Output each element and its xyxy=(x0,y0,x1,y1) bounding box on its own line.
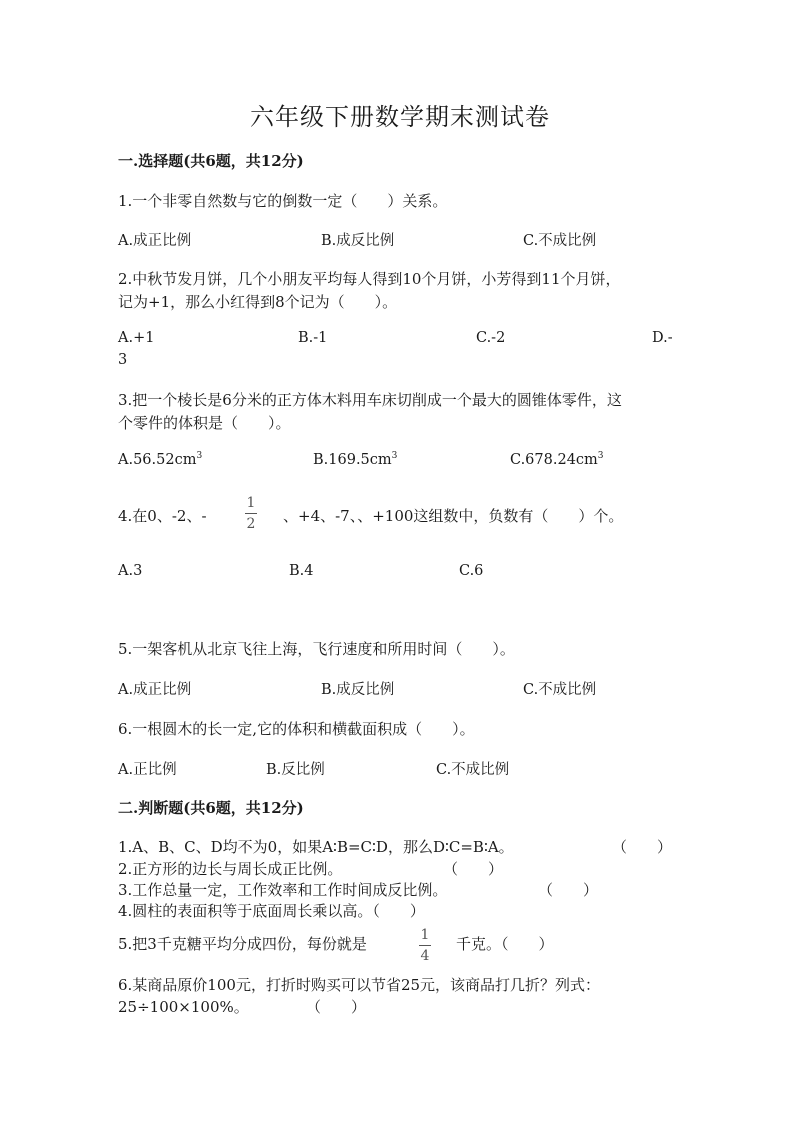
j5-fraction-denominator: 4 xyxy=(420,948,430,964)
q4-fraction xyxy=(245,496,257,531)
q1-option-a: A.成正比例 xyxy=(118,233,192,249)
judgement-2-text: 2.正方形的边长与周长成正比例。 xyxy=(118,860,343,878)
q3-option-a: $A.56.52cm^3$ xyxy=(118,451,203,468)
judgement-3-text: 3.工作总量一定，工作效率和工作时间成反比例。 xyxy=(118,881,448,899)
q5-option-c: C.不成比例 xyxy=(523,682,597,698)
judgement-6-line2: 25÷100×100%。 xyxy=(118,998,249,1016)
q4-option-a: A.3 xyxy=(118,563,143,579)
question-4-after: 、+4、-7、、+100这组数中，负数有（ ）个。 xyxy=(283,507,624,525)
q3-option-b: $B.169.5cm^3$ xyxy=(313,451,398,468)
q1-option-c: C.不成比例 xyxy=(523,233,597,249)
question-4-before: 4.在0、-2、- xyxy=(118,507,207,525)
judgement-1-text: 1.A、B、C、D均不为0，如果A∶B=C∶D，那么D∶C=B∶A。 xyxy=(118,838,514,856)
question-2-line1: 2.中秋节发月饼，几个小朋友平均每人得到10个月饼，小芳得到11个月饼， xyxy=(118,270,621,288)
section-heading-choice: 一.选择题(共6题，共12分) xyxy=(118,152,304,170)
q6-option-a: A.正比例 xyxy=(118,762,177,778)
section-heading-judgement: 二.判断题(共6题，共12分) xyxy=(118,799,304,817)
judgement-5-after: 千克。（ ） xyxy=(456,935,554,953)
q4-fraction-bar xyxy=(245,513,257,514)
judgement-4-text: 4.圆柱的表面积等于底面周长乘以高。（ ） xyxy=(118,902,425,920)
q1-option-b: B.成反比例 xyxy=(321,233,395,249)
q5-option-a: A.成正比例 xyxy=(118,682,192,698)
j5-fraction-bar xyxy=(419,945,431,946)
q3-option-c: $C.678.24cm^3$ xyxy=(510,451,604,468)
q5-option-b: B.成反比例 xyxy=(321,682,395,698)
j5-fraction-numerator: 1 xyxy=(420,927,430,943)
q6-option-c: C.不成比例 xyxy=(436,762,510,778)
q2-option-a: A.+1 xyxy=(118,330,155,346)
judgement-3-bracket: （ ） xyxy=(538,881,599,899)
judgement-5-fraction xyxy=(419,928,431,963)
question-2-line2: 记为+1，那么小红得到8个记为（ ）。 xyxy=(118,293,398,311)
judgement-1-bracket: （ ） xyxy=(612,838,673,856)
judgement-6-bracket: （ ） xyxy=(306,998,367,1016)
q4-fraction-numerator: 1 xyxy=(246,495,256,511)
q4-fraction-denominator: 2 xyxy=(246,516,256,532)
question-5-text: 5.一架客机从北京飞往上海，飞行速度和所用时间（ ）。 xyxy=(118,640,515,658)
q6-option-b: B.反比例 xyxy=(266,762,325,778)
q2-option-d-wrap: 3 xyxy=(118,352,128,368)
question-3-line1: 3.把一个棱长是6分米的正方体木料用车床切削成一个最大的圆锥体零件，这 xyxy=(118,391,622,409)
q4-option-b: B.4 xyxy=(289,563,314,579)
q2-option-c: C.-2 xyxy=(476,330,506,346)
judgement-2-bracket: （ ） xyxy=(443,860,504,878)
question-3-line2: 个零件的体积是（ ）。 xyxy=(118,414,291,432)
question-1-text: 1.一个非零自然数与它的倒数一定（ ）关系。 xyxy=(118,192,448,210)
question-6-text: 6.一根圆木的长一定,它的体积和横截面积成（ ）。 xyxy=(118,720,475,738)
page-title: 六年级下册数学期末测试卷 xyxy=(250,103,550,131)
q4-option-c: C.6 xyxy=(459,563,484,579)
q2-option-d: D.- xyxy=(652,330,673,346)
q2-option-b: B.-1 xyxy=(298,330,328,346)
judgement-6-line1: 6.某商品原价100元，打折时购买可以节省25元，该商品打几折？列式： xyxy=(118,976,601,994)
judgement-5-before: 5.把3千克糖平均分成四份，每份就是 xyxy=(118,935,367,953)
